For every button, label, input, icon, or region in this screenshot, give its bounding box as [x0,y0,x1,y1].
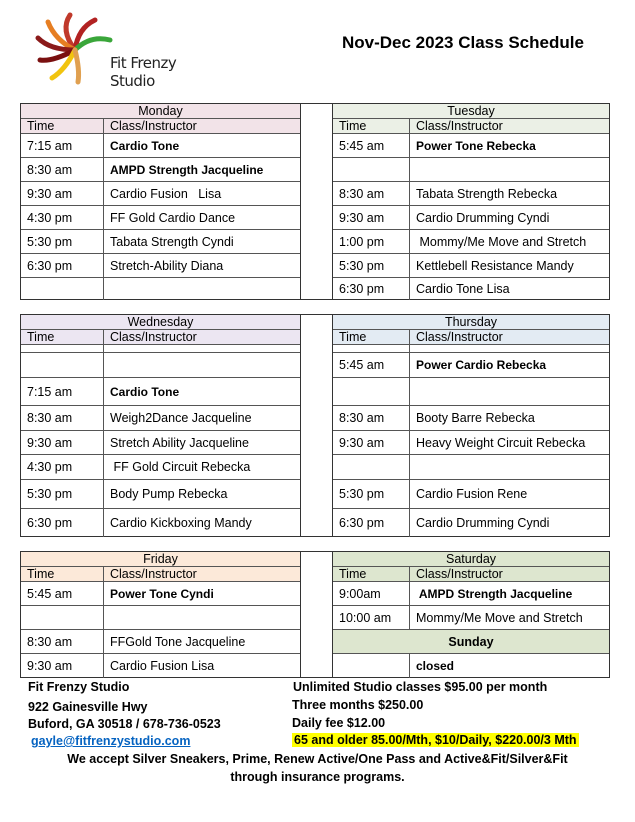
price-unlimited: Unlimited Studio classes $95.00 per month [293,680,548,694]
class-time [21,353,104,377]
schedule-row [21,158,300,182]
class-instructor [410,158,609,181]
class-time [21,606,104,629]
schedule-table [20,314,610,537]
time-header: Time [21,567,104,581]
studio-city-phone: Buford, GA 30518 / 678-736-0523 [28,717,221,731]
schedule-row [21,480,300,509]
schedule-row [333,654,609,678]
day-header: Tuesday [333,104,609,119]
day-friday [21,552,301,677]
schedule-row [333,345,609,353]
class-time: 8:30 am [21,158,104,181]
class-instructor: closed [416,659,455,673]
class-header: Class/Instructor [416,330,503,344]
class-time: 6:30 pm [21,254,104,277]
class-time: 9:30 am [21,431,104,454]
schedule-row [333,509,609,537]
time-header: Time [333,119,410,133]
day-header: Friday [21,552,300,567]
class-time: 5:30 pm [333,480,410,508]
schedule-row [21,654,300,678]
schedule-row [333,158,609,182]
schedule-row [333,182,609,206]
class-instructor: Mommy/Me Move and Stretch [416,610,583,625]
day-header: Thursday [333,315,609,330]
class-instructor: Cardio Kickboxing Mandy [110,516,252,530]
class-instructor: Mommy/Me Move and Stretch [416,234,587,249]
schedule-row [21,230,300,254]
class-time [21,278,104,300]
class-header: Class/Instructor [416,119,503,133]
class-header: Class/Instructor [110,330,197,344]
day-saturday [332,552,609,677]
class-time: 5:30 pm [333,254,410,277]
schedule-row [333,230,609,254]
class-time: 5:45 am [333,353,410,377]
class-time [333,455,410,479]
insurance-note-1: We accept Silver Sneakers, Prime, Renew Active/One Pass and Active&Fit/Silver&Fit [67,752,568,766]
class-instructor: Cardio Drumming Cyndi [416,516,550,530]
day-header: Wednesday [21,315,300,330]
schedule-row [333,582,609,606]
class-header: Class/Instructor [110,567,197,581]
schedule-table [20,551,610,678]
schedule-row [21,182,300,206]
email-link[interactable]: gayle@fitfrenzystudio.com [31,734,191,748]
schedule-row [21,353,300,378]
schedule-row [21,406,300,431]
logo-text: Fit Frenzy Studio [110,54,177,90]
class-time [333,378,410,405]
class-instructor: AMPD Strength Jacqueline [416,586,573,601]
class-instructor: Cardio Fusion Rene [416,487,528,501]
class-time: 8:30 am [333,182,410,205]
time-header: Time [21,330,104,344]
studio-name: Fit Frenzy Studio [28,680,130,694]
class-time: 10:00 am [333,606,410,629]
class-instructor: Body Pump Rebecka [110,487,228,501]
schedule-row [21,254,300,278]
studio-logo [30,10,220,90]
class-time [333,345,410,352]
class-instructor: Cardio Fusion Lisa [110,659,215,673]
studio-address: 922 Gainesville Hwy [28,700,148,714]
insurance-note-2: through insurance programs. [230,770,405,784]
class-time: 4:30 pm [21,455,104,479]
schedule-row [21,378,300,406]
class-instructor: Power Tone Rebecka [416,138,536,153]
time-header: Time [333,567,410,581]
schedule-row [333,455,609,480]
time-header: Time [333,330,410,344]
class-time: 9:30 am [21,654,104,678]
schedule-row [21,606,300,630]
class-instructor: Cardio Tone Lisa [416,282,510,296]
column-header-row [21,119,300,134]
schedule-row [333,480,609,509]
schedule-row [333,278,609,300]
schedule-row [21,509,300,537]
class-instructor [410,455,609,479]
column-header-row [333,567,609,582]
column-header-row [21,330,300,345]
class-time: 8:30 am [21,630,104,653]
class-time: 9:30 am [21,182,104,205]
schedule-table [20,103,610,300]
class-instructor: Cardio Fusion Lisa [110,186,222,201]
class-instructor [104,353,300,377]
class-instructor: AMPD Strength Jacqueline [110,162,264,177]
class-instructor: Cardio Tone [110,384,180,399]
class-instructor: FF Gold Circuit Rebecka [110,460,251,474]
class-time: 7:15 am [21,134,104,157]
column-header-row [333,330,609,345]
price-three-months: Three months $250.00 [292,698,424,712]
schedule-row [21,206,300,230]
schedule-row [333,254,609,278]
class-time: 8:30 am [21,406,104,430]
class-time [333,654,410,678]
class-time: 9:30 am [333,431,410,454]
class-header: Class/Instructor [110,119,197,133]
day-header: Saturday [333,552,609,567]
price-daily: Daily fee $12.00 [292,716,386,730]
day-tuesday [332,104,609,299]
class-time: 8:30 am [333,406,410,430]
page-title: Nov-Dec 2023 Class Schedule [342,33,584,52]
class-instructor: Tabata Strength Rebecka [416,186,558,201]
class-time [21,345,104,352]
schedule-row [333,134,609,158]
day-wednesday [21,315,301,536]
class-time: 5:30 pm [21,230,104,253]
schedule-row [21,134,300,158]
schedule-row [333,206,609,230]
class-instructor [410,378,609,405]
class-instructor: Weigh2Dance Jacqueline [110,411,252,425]
class-time: 9:30 am [333,206,410,229]
class-time: 5:30 pm [21,480,104,508]
day-monday [21,104,301,299]
column-header-row [21,567,300,582]
column-header-row [333,119,609,134]
class-instructor: Heavy Weight Circuit Rebecka [416,435,586,450]
schedule-row [21,278,300,300]
schedule-row [333,378,609,406]
class-time: 5:45 am [333,134,410,157]
class-time: 7:15 am [21,378,104,405]
sunday-header: Sunday [333,630,609,654]
class-instructor [104,278,300,300]
class-time: 6:30 pm [21,509,104,537]
class-instructor: FFGold Tone Jacqueline [110,634,246,649]
class-instructor: Kettlebell Resistance Mandy [416,258,574,273]
price-senior: 65 and older 85.00/Mth, $10/Daily, $220.00/3 Mth [294,733,577,747]
class-instructor: Cardio Drumming Cyndi [416,210,550,225]
schedule-row [333,353,609,378]
class-time: 9:00am [333,582,410,605]
schedule-row [21,345,300,353]
schedule-row [333,406,609,431]
class-time: 6:30 pm [333,278,410,300]
class-instructor: Cardio Tone [110,138,180,153]
class-time: 5:45 am [21,582,104,605]
class-time [333,158,410,181]
day-header: Monday [21,104,300,119]
class-instructor [410,345,609,352]
class-instructor: Tabata Strength Cyndi [110,234,234,249]
schedule-row [21,630,300,654]
class-instructor [104,345,300,352]
class-instructor: Booty Barre Rebecka [416,411,535,425]
time-header: Time [21,119,104,133]
swirl-logo-icon [30,10,120,85]
class-instructor: Power Tone Cyndi [110,586,214,601]
class-instructor: Stretch-Ability Diana [110,258,224,273]
class-time: 4:30 pm [21,206,104,229]
class-instructor: Power Cardio Rebecka [416,358,547,372]
day-thursday [332,315,609,536]
schedule-row [21,431,300,455]
class-time: 6:30 pm [333,509,410,537]
schedule-row [21,582,300,606]
class-time: 1:00 pm [333,230,410,253]
schedule-row [333,606,609,630]
class-instructor: FF Gold Cardio Dance [110,210,236,225]
class-header: Class/Instructor [416,567,503,581]
class-instructor: Stretch Ability Jacqueline [110,435,249,450]
schedule-row [21,455,300,480]
class-instructor [104,606,300,629]
schedule-row [333,431,609,455]
